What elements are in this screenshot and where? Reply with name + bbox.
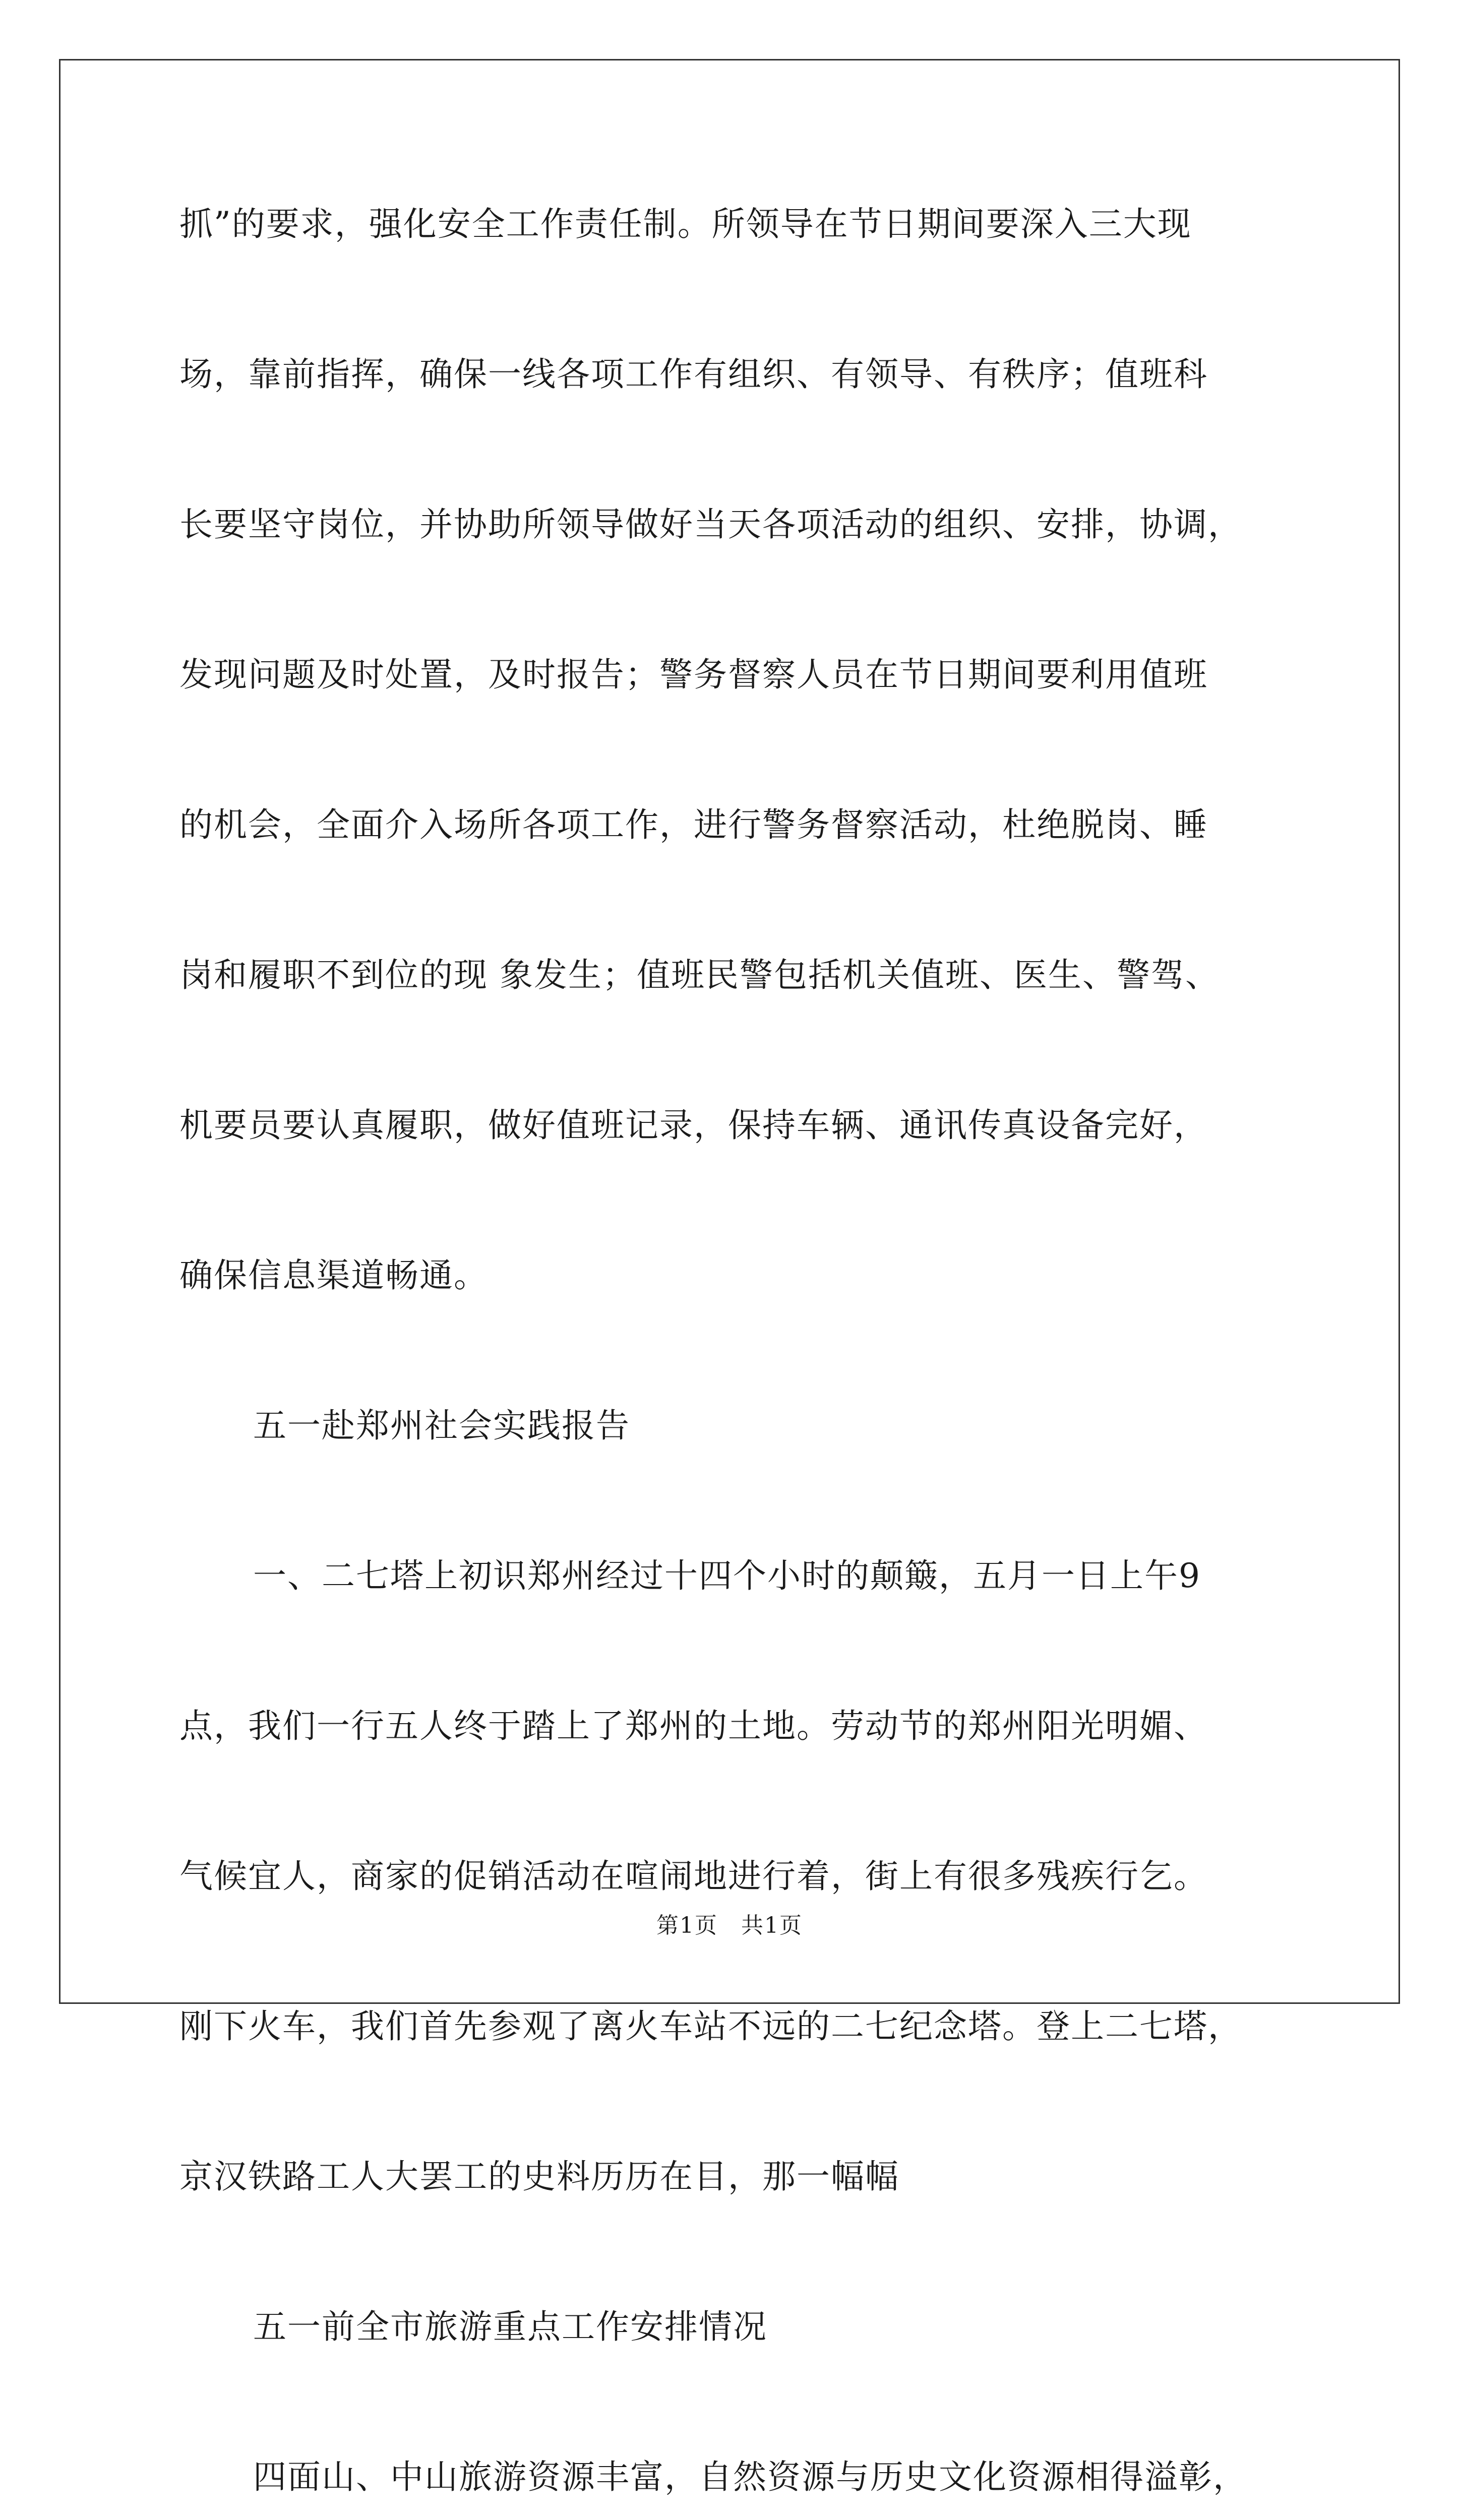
text-line: 长要坚守岗位，并协助所领导做好当天各项活动的组织、安排，协调，: [179, 505, 1242, 544]
page-number-footer: 第1页 共1页: [656, 1913, 803, 1938]
text-line: 发现问题及时处置，及时报告；警务督察人员在节日期间要利用值班: [179, 655, 1208, 694]
text-line: 气候宜人，商家的促销活动在喧闹地进行着，街上有很多残疾行乞。: [179, 1857, 1208, 1896]
text-line: 的机会，全面介入场所各项工作，进行警务督察活动，杜绝脱岗、睡: [179, 805, 1208, 844]
text-line: 抓”的要求，强化安全工作责任制。所领导在节日期间要深入三大现: [179, 205, 1192, 243]
text-line: 岗和履职不到位的现 象发生；值班民警包括机关值班、医生、警驾、: [179, 956, 1220, 994]
document-body: [179, 202, 1293, 2520]
text-line: 刚下火车，我们首先参观了离火车站不远的二七纪念塔。登上二七塔，: [179, 2007, 1242, 2046]
text-line: 点，我们一行五人终于踏上了郑州的土地。劳动节的郑州阳光明媚、: [179, 1707, 1208, 1745]
text-line: 确保信息渠道畅通。: [179, 1256, 488, 1295]
text-line: 场，靠前指挥，确保一线各项工作有组织、有领导、有秩序；值班科: [179, 355, 1208, 394]
text-line: 四面山、中山旅游资源丰富，自然资源与历史文化资源相得溢彰，: [253, 2458, 1247, 2496]
text-line: 机要员要认真履职，做好值班记录，保持车辆、通讯传真设备完好，: [179, 1106, 1208, 1145]
text-line: 京汉铁路工人大罢工的史料历历在目，那一幅幅: [179, 2157, 899, 2196]
text-line: 一、二七塔上初识郑州经过十四个小时的颠簸，五月一日上午9: [253, 1556, 1201, 1595]
section-heading: 五一前全市旅游重点工作安排情况: [253, 2307, 767, 2346]
section-heading: 五一赴郑州社会实践报告: [253, 1406, 630, 1445]
